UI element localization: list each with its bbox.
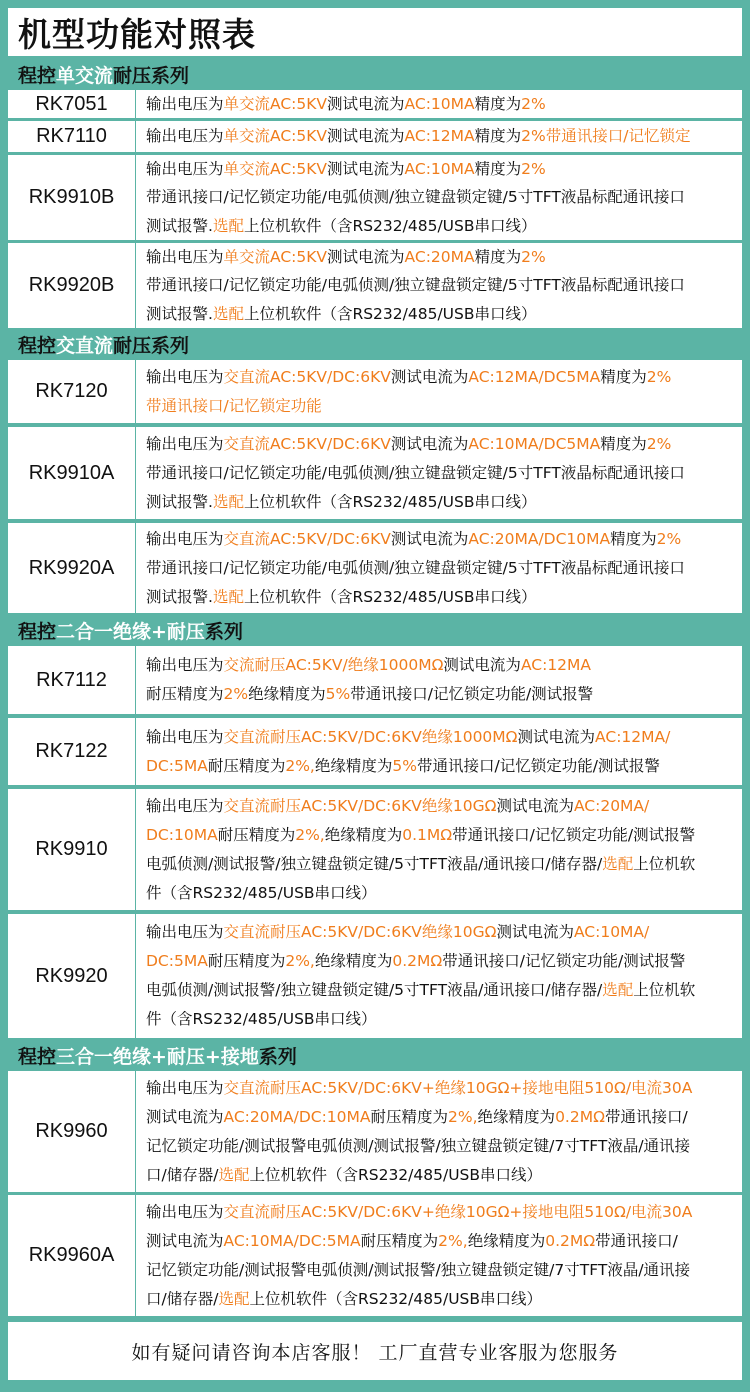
section-prefix: 程控 [18, 621, 57, 643]
description-line [146, 680, 736, 709]
highlight-text: AC:12MA/ [595, 727, 671, 746]
section-highlight: 单交流 [56, 65, 114, 87]
feature-description [136, 90, 742, 118]
section-suffix: 耐压系列 [113, 335, 190, 357]
plain-text: 带通讯接口/记忆锁定功能/测试报警 [452, 825, 696, 844]
model-name: RK9920 [8, 914, 136, 1038]
table-row [8, 243, 742, 328]
description-line [146, 554, 736, 583]
highlight-text: 选配 [212, 492, 244, 511]
plain-text: 绝缘精度为 [248, 685, 326, 703]
description-line [146, 918, 736, 947]
table-row [8, 1195, 742, 1316]
description-line [146, 212, 736, 240]
plain-text: 输出电压为 [146, 95, 224, 113]
plain-text: 带通讯接口/记忆锁定功能/电弧侦测/独立键盘锁定键/5寸TFT液晶标配通讯接口 [146, 463, 685, 482]
highlight-text: DC:10MA [146, 825, 218, 844]
plain-text: 带通讯接口/ [595, 1231, 678, 1250]
highlight-text: 单交流AC:5KV [223, 248, 328, 266]
description-line [146, 879, 736, 908]
plain-text: 测试电流为 [390, 529, 469, 548]
highlight-text: 2% [223, 685, 249, 703]
table-row [8, 427, 742, 519]
plain-text: 上位机软 [633, 981, 696, 999]
plain-text: 精度为 [474, 127, 522, 145]
plain-text: 上位机软件（含RS232/485/USB串口线） [243, 587, 537, 606]
plain-text: 绝缘精度为 [314, 756, 393, 775]
table-row [8, 914, 742, 1038]
table-row [8, 121, 742, 152]
plain-text: 输出电压为 [146, 1078, 224, 1097]
model-name: RK9910B [8, 155, 136, 240]
plain-text: 精度为 [610, 529, 657, 548]
feature-description [136, 914, 742, 1038]
section-header [8, 60, 742, 89]
plain-text: 带通讯接口/记忆锁定功能/电弧侦测/独立键盘锁定键/5寸TFT液晶标配通讯接口 [146, 188, 685, 207]
description-line [146, 271, 736, 299]
plain-text: 电弧侦测/测试报警/独立键盘锁定键/5寸TFT液晶/通讯接口/储存器/ [146, 854, 603, 873]
description-line [146, 651, 736, 680]
section-header [8, 616, 742, 645]
highlight-text: 选配 [218, 1165, 250, 1184]
highlight-text: AC:10MA/ [573, 923, 650, 941]
highlight-text: AC:10MA/DC:5MA [223, 1231, 361, 1250]
plain-text: 输出电压为 [146, 434, 224, 453]
plain-text: 件（含RS232/485/USB串口线） [146, 1010, 377, 1028]
description-line [146, 1103, 736, 1132]
highlight-text: 交直流AC:5KV/DC:6KV [223, 367, 391, 386]
highlight-text: 带通讯接口/记忆锁定功能 [146, 396, 322, 415]
description-line [146, 1005, 736, 1034]
plain-text: 带通讯接口/记忆锁定功能/电弧侦测/独立键盘锁定键/5寸TFT液晶标配通讯接口 [146, 276, 685, 295]
highlight-text: AC:12MA [520, 656, 592, 674]
highlight-text: 2% [521, 95, 546, 113]
highlight-text: 交直流AC:5KV/DC:6KV [223, 434, 391, 453]
highlight-text: 交直流耐压AC:5KV/DC:6KV+绝缘10GΩ+接地电阻510Ω/电流30A [223, 1202, 693, 1221]
highlight-text: AC:20MA/DC10MA [468, 529, 611, 548]
model-name: RK9960 [8, 1071, 136, 1192]
description-line [146, 430, 736, 459]
plain-text: 输出电压为 [146, 656, 224, 674]
feature-description [136, 646, 742, 714]
plain-text: 绝缘精度为 [314, 952, 393, 970]
table-row [8, 1071, 742, 1192]
description-line [146, 525, 736, 554]
highlight-text: 交直流耐压AC:5KV/DC:6KV绝缘10GΩ [223, 796, 497, 815]
plain-text: 测试电流为 [496, 796, 574, 815]
plain-text: 带通讯接口/记忆锁定功能/测试报警 [442, 952, 686, 970]
model-name: RK9960A [8, 1195, 136, 1316]
plain-text: 上位机软件（含RS232/485/USB串口线） [243, 216, 537, 235]
plain-text: 耐压精度为 [370, 1107, 449, 1126]
feature-description [136, 1071, 742, 1192]
plain-text: 上位机软件（含RS232/485/USB串口线） [249, 1289, 543, 1308]
plain-text: 上位机软件（含RS232/485/USB串口线） [243, 304, 537, 323]
plain-text: 测试报警. [146, 304, 213, 323]
model-name: RK9920A [8, 523, 136, 613]
highlight-text: 2% [656, 529, 682, 548]
section-highlight: 交直流 [56, 335, 114, 357]
highlight-text: 0.2MΩ [545, 1231, 596, 1250]
plain-text: 测试电流为 [390, 367, 469, 386]
description-line [146, 1256, 736, 1285]
table-row [8, 90, 742, 118]
plain-text: 绝缘精度为 [467, 1231, 546, 1250]
plain-text: 输出电压为 [146, 367, 224, 386]
plain-text: 带通讯接口/记忆锁定功能/电弧侦测/独立键盘锁定键/5寸TFT液晶标配通讯接口 [146, 558, 685, 577]
plain-text: 口/储存器/ [146, 1165, 219, 1184]
description-line [146, 1074, 736, 1103]
highlight-text: 0.1MΩ [402, 825, 453, 844]
model-name: RK7051 [8, 90, 136, 118]
plain-text: 测试电流为 [327, 95, 405, 113]
description-line [146, 752, 736, 781]
highlight-text: 选配 [218, 1289, 250, 1308]
plain-text: 输出电压为 [146, 1202, 224, 1221]
section-prefix: 程控 [18, 335, 57, 357]
section-suffix: 系列 [258, 1046, 297, 1068]
plain-text: 输出电压为 [146, 796, 224, 815]
model-name: RK7120 [8, 360, 136, 423]
highlight-text: 2%, [448, 1107, 478, 1126]
description-line [146, 850, 736, 879]
highlight-text: 选配 [212, 216, 244, 235]
plain-text: 测试电流为 [146, 1231, 224, 1250]
plain-text: 测试电流为 [327, 160, 405, 178]
page-title: 机型功能对照表 [18, 14, 256, 54]
plain-text: 记忆锁定功能/测试报警电弧侦测/测试报警/独立键盘锁定键/7寸TFT液晶/通讯接 [146, 1136, 691, 1155]
plain-text: 测试电流为 [146, 1107, 224, 1126]
highlight-text: 单交流AC:5KV [223, 95, 328, 113]
plain-text: 耐压精度为 [207, 952, 286, 970]
plain-text: 带通讯接口/记忆锁定功能/测试报警 [416, 756, 660, 775]
highlight-text: 交直流耐压AC:5KV/DC:6KV绝缘1000MΩ [223, 727, 518, 746]
table-row [8, 155, 742, 240]
model-name: RK7122 [8, 718, 136, 785]
feature-description [136, 1195, 742, 1316]
description-line [146, 155, 736, 183]
highlight-text: 选配 [602, 854, 634, 873]
highlight-text: AC:12MA [404, 127, 475, 145]
description-line [146, 122, 736, 151]
plain-text: 精度为 [600, 367, 647, 386]
model-name: RK7112 [8, 646, 136, 714]
plain-text: 绝缘精度为 [477, 1107, 556, 1126]
feature-description [136, 243, 742, 328]
plain-text: 输出电压为 [146, 248, 224, 266]
model-name: RK9910 [8, 789, 136, 910]
highlight-text: 选配 [212, 587, 244, 606]
table-row [8, 523, 742, 613]
highlight-text: 2%, [438, 1231, 468, 1250]
highlight-text: 2% [521, 248, 546, 266]
plain-text: 测试电流为 [443, 656, 521, 674]
plain-text: 耐压精度为 [207, 756, 286, 775]
footer-note: 如有疑问请咨询本店客服！ 工厂直营专业客服为您服务 [8, 1322, 742, 1380]
highlight-text: 2%, [285, 756, 315, 775]
highlight-text: 0.2MΩ [392, 952, 443, 970]
feature-description [136, 360, 742, 423]
highlight-text: 2% [521, 160, 546, 178]
highlight-text: AC:10MA [404, 95, 475, 113]
plain-text: 测试报警. [146, 216, 213, 235]
plain-text: 精度为 [474, 248, 522, 266]
highlight-text: 交直流耐压AC:5KV/DC:6KV+绝缘10GΩ+接地电阻510Ω/电流30A [223, 1078, 693, 1097]
plain-text: 带通讯接口/ [604, 1107, 688, 1126]
description-line [146, 1132, 736, 1161]
description-line [146, 792, 736, 821]
plain-text: 测试报警. [146, 492, 213, 511]
plain-text: 件（含RS232/485/USB串口线） [146, 883, 377, 902]
plain-text: 测试电流为 [496, 923, 574, 941]
feature-description [136, 718, 742, 785]
description-line [146, 459, 736, 488]
model-name: RK9920B [8, 243, 136, 328]
plain-text: 记忆锁定功能/测试报警电弧侦测/测试报警/独立键盘锁定键/7寸TFT液晶/通讯接 [146, 1260, 691, 1279]
highlight-text: AC:10MA [404, 160, 475, 178]
table-row [8, 718, 742, 785]
description-line [146, 1285, 736, 1314]
highlight-text: 单交流AC:5KV [223, 160, 328, 178]
highlight-text: DC:5MA [146, 756, 208, 775]
plain-text: 测试电流为 [327, 127, 405, 145]
plain-text: 测试电流为 [327, 248, 405, 266]
table-row [8, 360, 742, 423]
plain-text: 输出电压为 [146, 160, 224, 178]
description-line [146, 821, 736, 850]
highlight-text: AC:20MA/ [573, 796, 650, 815]
description-line [146, 947, 736, 976]
description-line [146, 1161, 736, 1190]
plain-text: 电弧侦测/测试报警/独立键盘锁定键/5寸TFT液晶/通讯接口/储存器/ [146, 981, 603, 999]
section-highlight: 三合一绝缘+耐压+接地 [56, 1046, 259, 1068]
highlight-text: AC:10MA/DC5MA [468, 434, 601, 453]
highlight-text: 交流耐压AC:5KV/绝缘1000MΩ [223, 656, 444, 674]
plain-text: 上位机软件（含RS232/485/USB串口线） [243, 492, 537, 511]
model-name: RK7110 [8, 121, 136, 152]
highlight-text: 2%, [285, 952, 315, 970]
plain-text: 绝缘精度为 [324, 825, 403, 844]
feature-description [136, 155, 742, 240]
plain-text: 测试电流为 [517, 727, 596, 746]
plain-text: 输出电压为 [146, 529, 224, 548]
table-row [8, 646, 742, 714]
highlight-text: 2% [646, 367, 672, 386]
plain-text: 带通讯接口/记忆锁定功能/测试报警 [350, 685, 594, 703]
highlight-text: 选配 [602, 981, 634, 999]
feature-description [136, 523, 742, 613]
plain-text: 精度为 [600, 434, 647, 453]
highlight-text: 2%, [295, 825, 325, 844]
highlight-text: 交直流AC:5KV/DC:6KV [223, 529, 391, 548]
plain-text: 测试报警. [146, 587, 213, 606]
section-highlight: 二合一绝缘+耐压 [56, 621, 205, 643]
section-header [8, 330, 742, 359]
section-suffix: 系列 [204, 621, 243, 643]
plain-text: 输出电压为 [146, 727, 224, 746]
highlight-text: 2%带通讯接口/记忆锁定 [521, 127, 691, 145]
plain-text: 精度为 [474, 160, 522, 178]
description-line [146, 723, 736, 752]
section-prefix: 程控 [18, 65, 57, 87]
plain-text: 精度为 [474, 95, 522, 113]
plain-text: 测试电流为 [390, 434, 469, 453]
description-line [146, 488, 736, 517]
table-row [8, 789, 742, 910]
highlight-text: AC:20MA/DC:10MA [223, 1107, 371, 1126]
model-name: RK9910A [8, 427, 136, 519]
highlight-text: 交直流耐压AC:5KV/DC:6KV绝缘10GΩ [223, 923, 497, 941]
description-line [146, 392, 736, 421]
plain-text: 耐压精度为 [146, 685, 224, 703]
feature-description [136, 427, 742, 519]
section-suffix: 耐压系列 [113, 65, 190, 87]
description-line [146, 363, 736, 392]
highlight-text: 2% [646, 434, 672, 453]
highlight-text: 5% [325, 685, 351, 703]
feature-description [136, 789, 742, 910]
highlight-text: AC:20MA [404, 248, 475, 266]
plain-text: 输出电压为 [146, 923, 224, 941]
plain-text: 输出电压为 [146, 127, 224, 145]
description-line [146, 976, 736, 1005]
plain-text: 耐压精度为 [360, 1231, 439, 1250]
description-line [146, 1227, 736, 1256]
description-line [146, 300, 736, 328]
highlight-text: 选配 [212, 304, 244, 323]
description-line [146, 1198, 736, 1227]
title-bar [8, 8, 742, 56]
description-line [146, 183, 736, 211]
section-header [8, 1041, 742, 1070]
plain-text: 上位机软 [633, 854, 696, 873]
section-prefix: 程控 [18, 1046, 57, 1068]
highlight-text: 5% [392, 756, 417, 775]
plain-text: 耐压精度为 [217, 825, 296, 844]
highlight-text: 0.2MΩ [555, 1107, 605, 1126]
highlight-text: 单交流AC:5KV [223, 127, 328, 145]
feature-description [136, 121, 742, 152]
plain-text: 上位机软件（含RS232/485/USB串口线） [249, 1165, 543, 1184]
description-line [146, 243, 736, 271]
plain-text: 口/储存器/ [146, 1289, 219, 1308]
highlight-text: DC:5MA [146, 952, 208, 970]
description-line [146, 90, 736, 118]
description-line [146, 583, 736, 612]
highlight-text: AC:12MA/DC5MA [468, 367, 601, 386]
